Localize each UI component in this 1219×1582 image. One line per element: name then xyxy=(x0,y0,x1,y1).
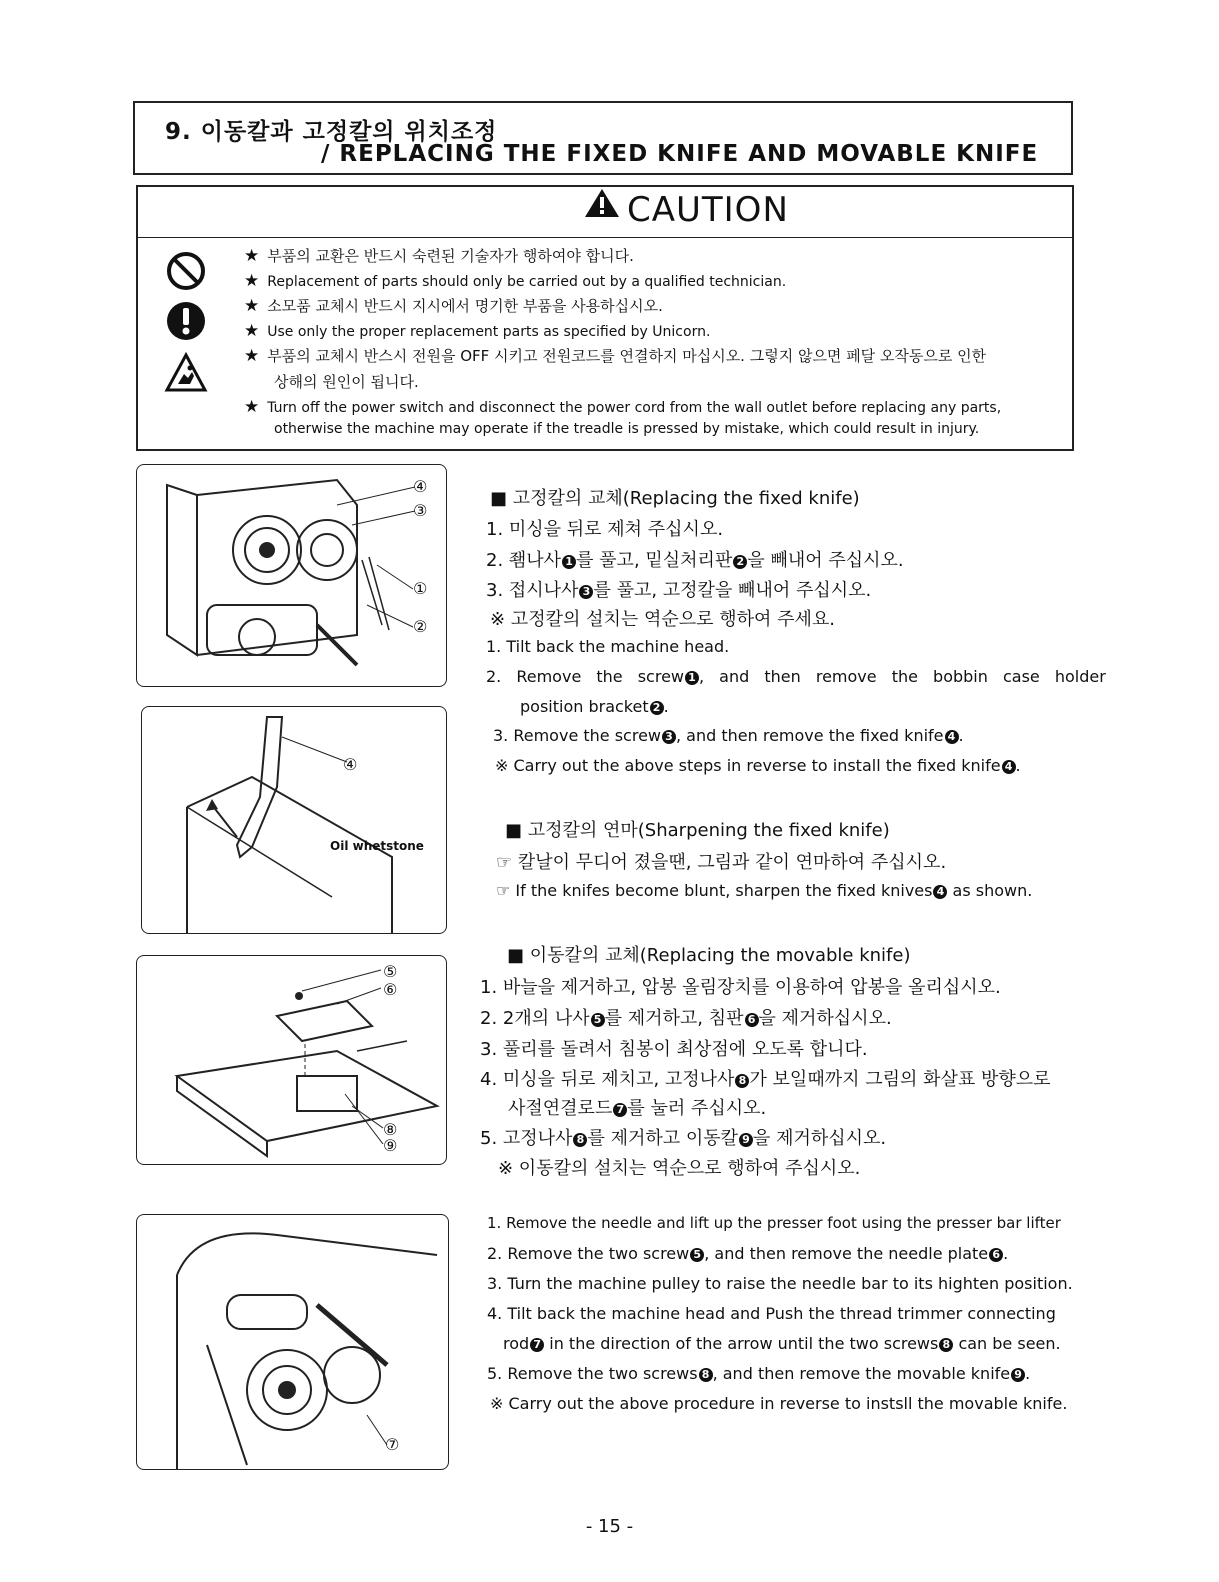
oil-whetstone-label: Oil whetstone xyxy=(330,839,424,853)
ref-1-badge: 1 xyxy=(562,555,576,569)
ref-7-badge: 7 xyxy=(613,1103,627,1117)
ref-1-badge: 1 xyxy=(685,671,699,685)
figure-needle-plate xyxy=(136,955,447,1165)
movable-knife-replace-header: ■ 이동칼의 교체(Replacing the movable knife) xyxy=(507,945,911,966)
caution-line-5: ★ 부품의 교체시 반스시 전원을 OFF 시키고 전원코드를 연결하지 마십시오. 그렇지 않으면 페달 오작동으로 인한 xyxy=(244,346,987,366)
movable-en-note: ※ Carry out the above procedure in reverse to instsll the movable knife. xyxy=(490,1394,1068,1413)
callout-4: ④ xyxy=(343,755,358,774)
caution-line-7: ★ Turn off the power switch and disconnect the power cord from the wall outlet before replacing any parts, xyxy=(244,397,1002,417)
fixed-en-note: ※ Carry out the above steps in reverse to install the fixed knife 4 . xyxy=(495,756,1021,775)
ref-8-badge: 8 xyxy=(573,1133,587,1147)
figure-sharpening xyxy=(141,706,447,934)
page-number: - 15 - xyxy=(585,1516,634,1537)
ref-5-badge: 5 xyxy=(591,1013,605,1027)
caution-line-1: ★ 부품의 교환은 반드시 숙련된 기술자가 행하여야 합니다. xyxy=(244,246,634,266)
movable-ko-step-3: 3. 풀리를 돌려서 침봉이 최상점에 오도록 합니다. xyxy=(480,1039,868,1060)
star-icon: ★ xyxy=(244,246,260,266)
star-icon: ★ xyxy=(244,397,260,417)
ref-6-badge: 6 xyxy=(745,1013,759,1027)
movable-ko-note: ※ 이동칼의 설치는 역순으로 행하여 주십시오. xyxy=(498,1158,861,1179)
ref-3-badge: 3 xyxy=(662,730,676,744)
ref-9-badge: 9 xyxy=(1011,1368,1025,1382)
callout-9: ⑨ xyxy=(383,1136,398,1155)
movable-en-step-2: 2. Remove the two screw 5 , and then remove the needle plate 6 . xyxy=(487,1244,1009,1263)
fixed-knife-replace-header: ■ 고정칼의 교체(Replacing the fixed knife) xyxy=(490,488,860,509)
callout-3: ③ xyxy=(413,501,428,520)
movable-en-step-4-cont: rod 7 in the direction of the arrow until the two screws 8 can be seen. xyxy=(503,1334,1061,1353)
figure-machine-head xyxy=(136,1214,449,1470)
section-title-box xyxy=(133,101,1073,175)
callout-7: ⑦ xyxy=(385,1435,400,1454)
fixed-en-step-2-cont: position bracket 2 . xyxy=(520,697,669,716)
movable-en-step-4: 4. Tilt back the machine head and Push the thread trimmer connecting xyxy=(487,1304,1056,1323)
caution-header xyxy=(138,187,1072,238)
section-title-ko: 9. 이동칼과 고정칼의 위치조정 xyxy=(165,119,498,145)
whetstone-illustration xyxy=(142,707,447,934)
ref-8-badge: 8 xyxy=(699,1368,713,1382)
needle-plate-illustration xyxy=(137,956,447,1165)
fixed-ko-step-1: 1. 미싱을 뒤로 제쳐 주십시오. xyxy=(486,519,724,540)
callout-4: ④ xyxy=(413,477,428,496)
ref-2-badge: 2 xyxy=(650,701,664,715)
ref-4-badge: 4 xyxy=(945,730,959,744)
movable-en-step-3: 3. Turn the machine pulley to raise the needle bar to its highten position. xyxy=(487,1274,1073,1293)
ref-7-badge: 7 xyxy=(530,1338,544,1352)
star-icon: ★ xyxy=(244,271,260,291)
section-title-en: / REPLACING THE FIXED KNIFE AND MOVABLE KNIFE xyxy=(321,141,1039,167)
caution-line-3: ★ 소모품 교체시 반드시 지시에서 명기한 부품을 사용하십시오. xyxy=(244,296,663,316)
ref-8-badge: 8 xyxy=(735,1074,749,1088)
ref-4-badge: 4 xyxy=(933,885,947,899)
ref-5-badge: 5 xyxy=(690,1248,704,1262)
callout-6: ⑥ xyxy=(383,980,398,999)
sharpening-ko: ☞ 칼날이 무디어 졌을땐, 그림과 같이 연마하여 주십시오. xyxy=(496,852,947,873)
movable-ko-step-2: 2. 2개의 나사 5 를 제거하고, 침판 6 을 제거하십시오. xyxy=(480,1008,892,1029)
ref-6-badge: 6 xyxy=(989,1248,1003,1262)
callout-5: ⑤ xyxy=(383,962,398,981)
fixed-en-step-2: 2. Remove the screw 1 , and then remove the bobbin case holder xyxy=(486,667,1106,686)
sharpening-en: ☞ If the knifes become blunt, sharpen the fixed knives 4 as shown. xyxy=(496,881,1033,900)
movable-ko-step-4: 4. 미싱을 뒤로 제치고, 고정나사 8 가 보일때까지 그림의 화살표 방향으로 xyxy=(480,1069,1051,1090)
movable-ko-step-5: 5. 고정나사 8 를 제거하고 이동칼 9 을 제거하십시오. xyxy=(480,1128,887,1149)
prohibition-icon xyxy=(165,250,207,292)
callout-2: ② xyxy=(413,617,428,636)
caution-label: CAUTION xyxy=(627,190,789,230)
movable-ko-step-4-cont: 사절연결로드 7 를 눌러 주십시오. xyxy=(508,1098,767,1119)
star-icon: ★ xyxy=(244,296,260,316)
caution-line-6: 상해의 원인이 됩니다. xyxy=(274,373,419,391)
warning-triangle-icon xyxy=(583,187,621,219)
figure-fixed-knife-assembly xyxy=(136,464,447,687)
sharpening-header: ■ 고정칼의 연마(Sharpening the fixed knife) xyxy=(505,820,890,841)
movable-en-step-5: 5. Remove the two screws 8 , and then remove the movable knife 9 . xyxy=(487,1364,1031,1383)
fixed-en-step-3: 3. Remove the screw 3 , and then remove the fixed knife 4 . xyxy=(493,726,964,745)
ref-3-badge: 3 xyxy=(579,585,593,599)
fixed-ko-step-2: 2. 좸나사 1 를 풀고, 밑실처리판 2 을 빼내어 주십시오. xyxy=(486,550,904,571)
caution-line-4: ★ Use only the proper replacement parts as specified by Unicorn. xyxy=(244,321,711,341)
hand-injury-warning-icon xyxy=(164,352,208,394)
fixed-ko-step-3: 3. 접시나사 3 를 풀고, 고정칼을 빼내어 주십시오. xyxy=(486,580,872,601)
movable-ko-step-1: 1. 바늘을 제거하고, 압봉 올림장치를 이용하여 압봉을 올리십시오. xyxy=(480,977,1001,998)
callout-8: ⑧ xyxy=(383,1120,398,1139)
star-icon: ★ xyxy=(244,346,260,366)
ref-8-badge: 8 xyxy=(939,1338,953,1352)
machine-head-illustration xyxy=(137,1215,449,1470)
ref-9-badge: 9 xyxy=(739,1133,753,1147)
caution-line-8: otherwise the machine may operate if the treadle is pressed by mistake, which could result in injury. xyxy=(274,421,980,437)
ref-4-badge: 4 xyxy=(1002,760,1016,774)
fixed-ko-note: ※ 고정칼의 설치는 역순으로 행하여 주세요. xyxy=(490,609,836,630)
caution-box xyxy=(136,185,1074,451)
ref-2-badge: 2 xyxy=(733,555,747,569)
fixed-en-step-1: 1. Tilt back the machine head. xyxy=(486,637,730,656)
star-icon: ★ xyxy=(244,321,260,341)
mandatory-exclamation-icon xyxy=(165,300,207,342)
callout-1: ① xyxy=(413,579,428,598)
movable-en-step-1: 1. Remove the needle and lift up the presser foot using the presser bar lifter xyxy=(487,1214,1061,1232)
caution-line-2: ★ Replacement of parts should only be carried out by a qualified technician. xyxy=(244,271,787,291)
hook-assembly-illustration xyxy=(137,465,447,687)
